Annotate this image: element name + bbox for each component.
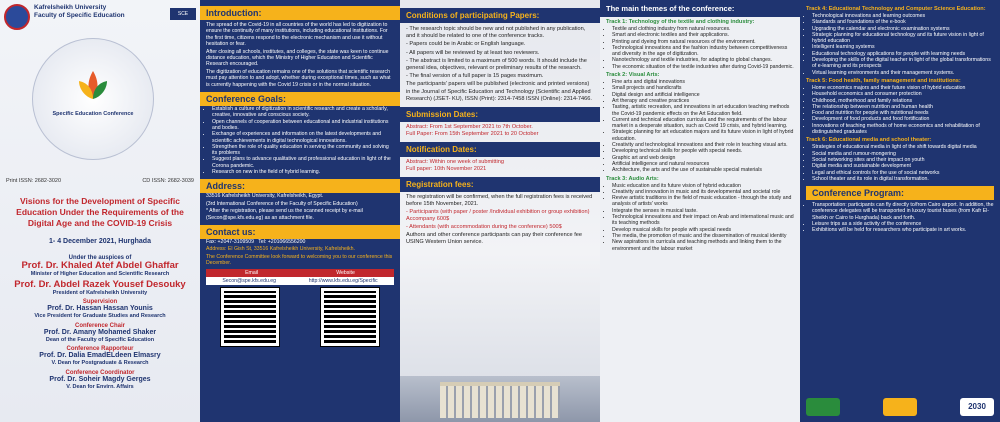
cd-issn: CD ISSN: 2682-3039 bbox=[142, 178, 194, 184]
conference-title: Visions for the Development of Specific Education Under the Requirements of the Digital Age and the COVID-19 Crisis bbox=[16, 196, 184, 228]
track5-item: • The relationship between nutrition and human health bbox=[812, 104, 994, 110]
registration-fee1: - Participants (with paper / poster /Individual exhibition or group exhibition) Accompany 600$ bbox=[406, 209, 590, 223]
track5-title: Track 5: Food health, family management and institutions: bbox=[806, 77, 961, 84]
track5-item: • Home economics majors and their future vision of hybrid education bbox=[812, 85, 994, 91]
notification-abstract: Abstract: Within one week of submitting bbox=[406, 159, 504, 166]
track5-item: • Development of food products and food fortification bbox=[812, 116, 994, 122]
track3-item: • Creativity and innovation in music and its developmental and societal role bbox=[612, 189, 794, 195]
intro-p1: The spread of the Covid-19 in all countries of the world has led to digitization to ensure the continuity of many institutions, including educational institutions. For the first time, citizens respond to the electronic mechanism and use it without hesitation or fear. bbox=[206, 22, 388, 48]
contact-note: The Conference Committee look forward to welcoming you to our conference this December. bbox=[206, 253, 393, 267]
submission-abstract: Abstract: From 1st September 2021 to 7th October. bbox=[406, 124, 533, 131]
track3-item: • Technological innovations and their impact on Arab and international music and its teaching methods bbox=[612, 214, 794, 227]
registration-p2: Authors and other conference participants can pay their conference fee USING Western Union service. bbox=[406, 232, 583, 246]
track1-item: • Technological innovations and the fashion industry between competitiveness and diversity in the age of digitization. bbox=[612, 45, 794, 58]
track5-item: • Food and nutrition for people with nutritional needs bbox=[812, 110, 994, 116]
track3-item: • New aspirations in curricula and teaching methods and linking them to the environment and the labour market bbox=[612, 239, 794, 252]
condition-item: - The final version of a full paper is 15 pages maximum. bbox=[406, 73, 544, 80]
track1-title: Track 1: Technology of the textile and clothing industry: bbox=[606, 19, 755, 25]
goal-item: • Research on new in the field of hybrid learning. bbox=[212, 169, 394, 175]
track6-item: • Digital media and sustainable development bbox=[812, 163, 994, 169]
goal-item: • Open channels of cooperation between educational and industrial institutions and bodies. bbox=[212, 119, 394, 132]
supervision-name: Prof. Dr. Hassan Hassan Younis bbox=[47, 305, 153, 312]
track4-item: • Strategic planning for educational technology and its future vision in light of hybrid education bbox=[812, 32, 994, 45]
auspices1-name: Prof. Dr. Khaled Atef Abdel Ghaffar bbox=[21, 260, 179, 271]
track3-item: • Music education and its future vision of hybrid education bbox=[612, 183, 794, 189]
track1-item: • The economic situation of the textile industries after during Covid-19 pandemic. bbox=[612, 64, 794, 70]
address-line2: (3rd International Conference of the Faculty of Specific Education) bbox=[206, 200, 358, 207]
notification-heading: Notification Dates: bbox=[400, 142, 600, 157]
condition-item: - Papers could be in Arabic or English language. bbox=[406, 41, 526, 48]
track5-item: • Childhood, motherhood and family relations bbox=[812, 98, 994, 104]
intro-p2: After closing all schools, institutes, and colleges, the state was keen to continue distance education, which the Ministry of Higher Education and Scientific Research encouraged. bbox=[206, 48, 389, 68]
rapporteur-desc: V. Dean for Postgraduate & Research bbox=[51, 360, 149, 366]
track5-item: • Innovations of teaching methods of home economics and rehabilitation of distinguished graduates bbox=[812, 123, 994, 136]
goal-item: • Strengthen the role of quality education in serving the community and solving its problems bbox=[212, 144, 394, 157]
track3-item: • Revive artistic traditions in the field of music education - through the study and analysis of artists' works bbox=[612, 195, 794, 208]
track2-list bbox=[600, 79, 800, 173]
track2-item: • Strategic planning for art education majors and its future vision in light of hybrid education. bbox=[612, 129, 794, 142]
intro-heading: Introduction: bbox=[200, 6, 400, 20]
coordinator-name: Prof. Dr. Soheir Magdy Gerges bbox=[49, 375, 151, 383]
track4-item: • Technological innovations and learning outcomes bbox=[812, 13, 994, 19]
track4-item: • Developing the skills of the digital teacher in light of the global transformations of e-learning and its prospects bbox=[812, 57, 994, 70]
partner-logo-icon bbox=[883, 398, 917, 416]
building-image bbox=[400, 376, 600, 422]
goal-item: • Exchange of experiences and information on the latest developments and scientific achievements in digital technological innovations. bbox=[212, 131, 394, 144]
track5-list bbox=[800, 85, 1000, 135]
program-heading: Conference Program: bbox=[806, 186, 994, 200]
program-list bbox=[800, 202, 1000, 233]
coordinator-desc: V. Dean for Envirn. Affairs bbox=[66, 383, 134, 390]
track2-title: Track 2: Visual Arts: bbox=[606, 72, 660, 79]
email-link[interactable]: Secon@spe.kfs.edu.eg bbox=[222, 277, 277, 284]
track6-item: • Social media and rumour-mongering bbox=[812, 151, 994, 157]
chair-name: Prof. Dr. Amany Mohamed Shaker bbox=[43, 328, 157, 336]
track4-item: • Intelligent learning systems bbox=[812, 44, 994, 50]
track4-list bbox=[800, 13, 1000, 76]
condition-item: - All papers will be reviewed by at least two reviewers. bbox=[406, 49, 540, 56]
auspices2-name: Prof. Dr. Abdel Razek Yousef Desouky bbox=[14, 278, 186, 290]
university-logo-icon bbox=[4, 4, 30, 30]
conference-date: 1- 4 December 2021, Hurghada bbox=[49, 238, 151, 245]
track4-item: • Upgrading the calendar and electronic examination systems bbox=[812, 26, 994, 32]
auspices1-desc: Minister of Higher Education and Scientific Research bbox=[30, 271, 170, 277]
track2-item: • Small projects and handicrafts bbox=[612, 85, 794, 91]
conditions-list bbox=[400, 26, 600, 103]
print-issn: Print ISSN: 2682-3020 bbox=[6, 178, 62, 184]
track6-item: • Legal and ethical controls for the use of social networks bbox=[812, 170, 994, 176]
themes-heading: The main themes of the conference: bbox=[600, 0, 800, 17]
address-line3: * After the registration, please send us the scanned receipt by e-mail (Secon@spe.kfs.edu.eg) as an attachment file. bbox=[206, 208, 363, 221]
track2-item: • Tasting, artistic recreation, and innovations in art education teaching methods the Covid-19 pandemic effects on the Art Education field. bbox=[612, 104, 794, 117]
intro-p3: The digitization of education remains one of the solutions that scientific research must pay attention to and adopt, whether during exceptional times, such as what is currently happening with the Covid 19 crisis or in the normal situation. bbox=[206, 68, 391, 88]
goals-list bbox=[200, 106, 400, 175]
track1-item: • Smart and electronic textiles and their applications. bbox=[612, 32, 794, 38]
address-block bbox=[200, 193, 400, 221]
auspices-label: Under the auspices of bbox=[68, 255, 132, 261]
track2-item: • Architecture, the arts and the use of sustainable special materials bbox=[612, 167, 794, 173]
contact-block bbox=[200, 239, 400, 267]
contact-heading: Contact us: bbox=[200, 225, 400, 239]
organizers bbox=[0, 252, 200, 390]
intro-text bbox=[200, 22, 400, 88]
partner-logo-icon bbox=[806, 398, 840, 416]
track6-item: • Strategies of educational media in light of the shift towards digital media bbox=[812, 144, 994, 150]
coordinator-label: Conference Coordinator bbox=[65, 369, 135, 376]
track2-item: • Developing technical skills for people with special needs. bbox=[612, 148, 794, 154]
track3-list bbox=[600, 183, 800, 252]
cover-panel bbox=[0, 0, 200, 422]
conditions-heading: Conditions of participating Papers: bbox=[400, 8, 600, 23]
track2-item: • Graphic art and web design bbox=[612, 155, 794, 161]
themes-panel bbox=[600, 0, 800, 422]
conference-emblem bbox=[32, 38, 154, 160]
goal-item: • Establish a culture of digitization in scientific research and create a scholarly, creative, innovative and conscious society. bbox=[212, 106, 394, 119]
emblem-text: Specific Education Conference bbox=[52, 111, 134, 117]
track3-title: Track 3: Audio Arts: bbox=[606, 175, 659, 182]
chair-label: Conference Chair bbox=[74, 322, 125, 329]
track6-list bbox=[800, 144, 1000, 182]
condition-item: - The research topic should be new and not published in any publication, and it should be related to one of the conference tracks. bbox=[406, 26, 586, 40]
website-link[interactable]: http://www.kfs.edu.eg/Specific bbox=[308, 277, 378, 284]
track5-item: • Household economics and consumer protection bbox=[812, 91, 994, 97]
vision-2030-logo: 2030 bbox=[960, 398, 994, 416]
track1-item: • Nanotechnology and textile industries, for adapting to global changes. bbox=[612, 57, 794, 63]
supervision-label: Supervision bbox=[82, 299, 118, 305]
lotus-icon bbox=[73, 67, 113, 107]
track6-item: • School theater and its role in digital transformation. bbox=[812, 176, 994, 182]
chair-desc: Dean of the Faculty of Specific Education bbox=[45, 336, 155, 343]
rapporteur-label: Conference Rapporteur bbox=[66, 346, 134, 352]
track2-item: • Current and technical education curricula and the requirements of the labour market in a desperate situation, such as Covid 19 crisis, and hybrid learning. bbox=[612, 117, 794, 130]
address-heading: Address: bbox=[200, 179, 400, 193]
university-building-icon bbox=[440, 382, 560, 418]
tracks-program-panel bbox=[800, 0, 1000, 422]
track1-item: • Textile and clothing industry from natural resources. bbox=[612, 26, 794, 32]
track2-item: • Digital design and artificial intelligence bbox=[612, 92, 794, 98]
website-qr-icon bbox=[321, 288, 379, 346]
track3-item: • Integrate the senses in musical taste. bbox=[612, 208, 794, 214]
intro-panel bbox=[200, 0, 400, 422]
supervision-desc: Vice President for Graduate Studies and Research bbox=[34, 313, 166, 319]
partner-logos bbox=[806, 398, 994, 416]
auspices2-desc: President of Kafrelsheikh University bbox=[52, 289, 148, 296]
track3-item: • The media, the promotion of music and the dissemination of musical identity bbox=[612, 233, 794, 239]
notification-full: Full paper: 10th November 2021 bbox=[406, 166, 487, 173]
rapporteur-name: Prof. Dr. Dalia EmadELdeen Elmasry bbox=[39, 352, 161, 359]
faculty-name: Faculty of Specific Education bbox=[34, 12, 125, 19]
track6-title: Track 6: Educational media and school theater: bbox=[806, 137, 932, 144]
address-line1: 33516 Kafrelsheikh University, Kafrelsheikh, Egypt. bbox=[206, 193, 324, 200]
program-item: • Transportation: participants can fly directly to/from Cairo airport. In addition, the conference delegates will be transported in luxury tourist buses (from Kafr El-Sheikh or Cairo to Hurghada) back and forth. bbox=[812, 202, 994, 221]
track2-item: • Artificial intelligence and natural resources bbox=[612, 161, 794, 167]
sce-badge: SCE bbox=[170, 8, 196, 20]
submission-full: Full Paper: From 15th September 2021 to 20 October bbox=[406, 131, 539, 138]
goal-item: • Suggest plans to advance qualitative and professional education in light of the Corona pandemic. bbox=[212, 156, 394, 169]
program-item: • Exhibitions will be held for researchers who participate in art works. bbox=[812, 227, 994, 233]
condition-item: The participants' papers will be published (electronic and printed versions) in the Journal of Specific Education and Technology (Scientific and Applied Research) (JSET- KU), ISSN (Print): 2314-7458 ISSN (Online): 2314-7466. bbox=[406, 81, 592, 102]
track2-item: • Fine arts and digital innovations bbox=[612, 79, 794, 85]
condition-item: - The abstract is limited to a maximum of 500 words. It should include the general idea, objectives, relevant or preliminary results of the research. bbox=[406, 57, 587, 72]
track1-list bbox=[600, 26, 800, 70]
university-name: Kafrelsheikh University bbox=[34, 4, 107, 11]
track2-item: • Creativity and technological innovations and their role in teaching visual arts. bbox=[612, 142, 794, 148]
submission-heading: Submission Dates: bbox=[400, 107, 600, 122]
track2-item: • Art therapy and creative practices bbox=[612, 98, 794, 104]
track1-item: • Printing and dyeing from natural resources of the environment. bbox=[612, 39, 794, 45]
contact-fax: Fax: +2047-3109509 bbox=[206, 238, 255, 245]
email-qr-icon bbox=[221, 288, 279, 346]
email-label: Email bbox=[245, 269, 259, 276]
conditions-panel bbox=[400, 0, 600, 422]
track4-title: Track 4: Educational Technology and Computer Science Education: bbox=[806, 6, 986, 12]
registration-block bbox=[400, 194, 600, 246]
registration-p1: The registration will be confirmed, when the full registration fees is received before 15th November, 2021. bbox=[406, 194, 593, 208]
registration-fee2: - Attendants (with accommodation during the conference) 500$ bbox=[406, 224, 562, 231]
program-item: • Leisure trips as a side activity of the conference bbox=[812, 221, 994, 227]
track4-item: • Standards and foundations of the e-book bbox=[812, 19, 994, 25]
goals-heading: Conference Goals: bbox=[200, 92, 400, 106]
track4-item: • Educational technology applications for people with learning needs bbox=[812, 51, 994, 57]
track3-item: • Develop musical skills for people with special needs bbox=[612, 227, 794, 233]
contact-tel: Tel: +201066556200 bbox=[258, 238, 306, 245]
contact-address: Address: El Gish St, 33516 Kafrelsheikh University, Kafrelsheikh. bbox=[206, 246, 355, 253]
registration-heading: Registration fees: bbox=[400, 177, 600, 192]
website-label: Website bbox=[336, 269, 355, 276]
track4-item: • Virtual learning environments and their management systems. bbox=[812, 70, 994, 76]
track6-item: • Social networking sites and their impact on youth bbox=[812, 157, 994, 163]
